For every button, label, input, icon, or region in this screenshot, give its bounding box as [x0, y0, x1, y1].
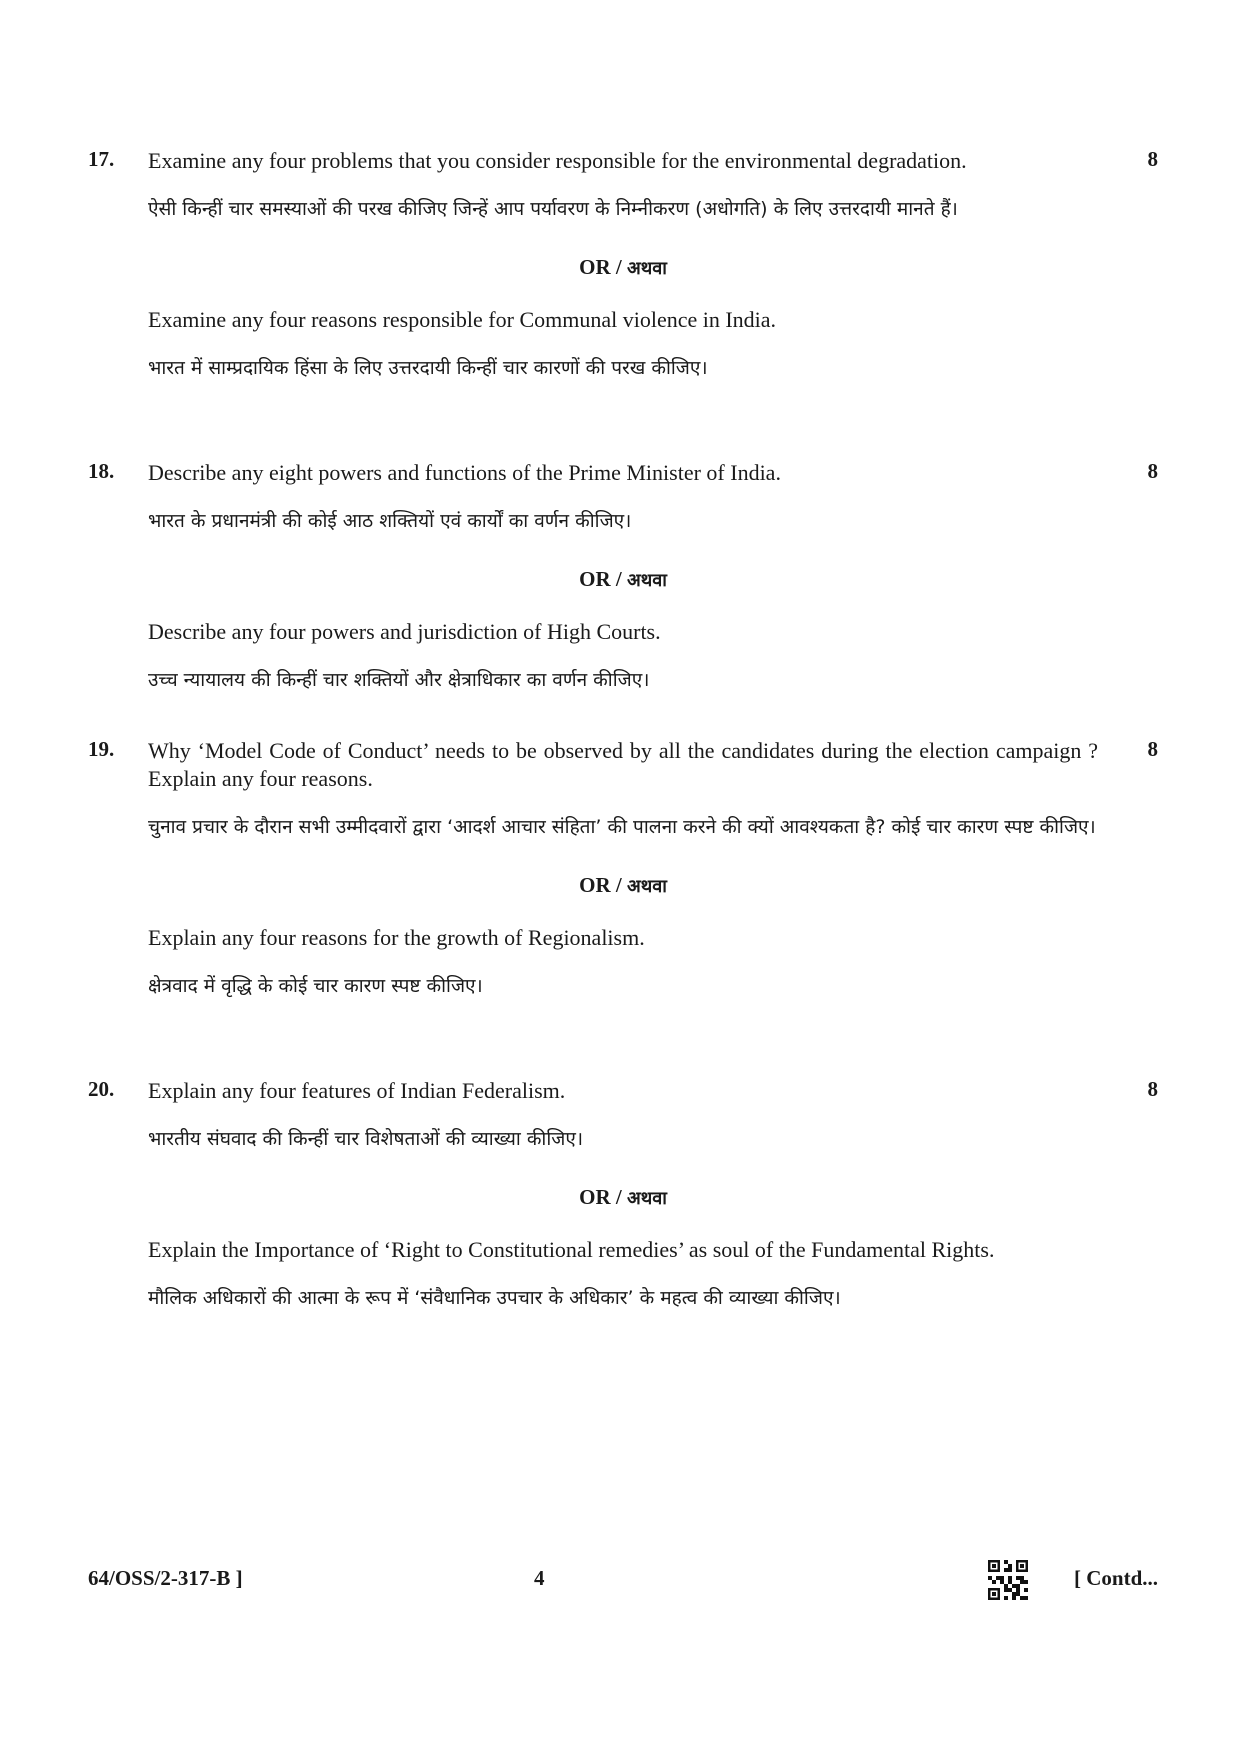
- continued-label: [ Contd...: [1073, 1566, 1158, 1590]
- question-marks: 8: [1147, 1077, 1158, 1101]
- or-separator: [148, 873, 1098, 898]
- question-17: [88, 147, 1168, 384]
- or-label: OR /: [579, 1185, 627, 1209]
- or-label-hi: अथवा: [626, 258, 667, 279]
- or-separator: [148, 1185, 1098, 1210]
- question-text-hi: भारत के प्रधानमंत्री की कोई आठ शक्तियों एवं कार्यों का वर्णन कीजिए।: [148, 510, 632, 532]
- question-text-en: Explain any four features of Indian Federalism.: [148, 1078, 566, 1103]
- or-separator: [148, 255, 1098, 280]
- page-number: 4: [534, 1566, 545, 1590]
- or-label: OR /: [579, 873, 627, 897]
- question-marks: 8: [1147, 737, 1158, 761]
- alt-question-text-hi: भारत में साम्प्रदायिक हिंसा के लिए उत्तरदायी किन्हीं चार कारणों की परख कीजिए।: [148, 357, 708, 379]
- alt-question-text-en: Explain the Importance of ‘Right to Constitutional remedies’ as soul of the Fundamental Rights.: [148, 1237, 995, 1262]
- qr-code-icon: [988, 1560, 1028, 1600]
- or-label: OR /: [579, 255, 627, 279]
- question-text-en: Examine any four problems that you consider responsible for the environmental degradation.: [148, 148, 967, 173]
- page-footer: [88, 1560, 1168, 1600]
- question-text-hi: चुनाव प्रचार के दौरान सभी उम्मीदवारों द्वारा ‘आदर्श आचार संहिता’ की पालना करने की क्यों आवश्यकता है? कोई चार कारण स्पष्ट कीजिए।: [148, 816, 1096, 838]
- or-label-hi: अथवा: [626, 876, 667, 897]
- or-separator: [148, 567, 1098, 592]
- alt-question-text-en: Explain any four reasons for the growth of Regionalism.: [148, 925, 645, 950]
- alt-question-text-hi: क्षेत्रवाद में वृद्धि के कोई चार कारण स्पष्ट कीजिए।: [148, 975, 483, 997]
- question-number: 17.: [88, 147, 115, 171]
- alt-question-text-hi: मौलिक अधिकारों की आत्मा के रूप में ‘संवैधानिक उपचार के अधिकार’ के महत्व की व्याख्या कीजिए।: [148, 1287, 841, 1309]
- or-label: OR /: [579, 567, 627, 591]
- question-number: 20.: [88, 1077, 115, 1101]
- question-text-en: Why ‘Model Code of Conduct’ needs to be observed by all the candidates during the election campaign ? Explain any four reasons.: [148, 738, 1098, 791]
- alt-question-text-en: Describe any four powers and jurisdiction of High Courts.: [148, 619, 661, 644]
- question-number: 18.: [88, 459, 115, 483]
- question-text-hi: ऐसी किन्हीं चार समस्याओं की परख कीजिए जिन्हें आप पर्यावरण के निम्नीकरण (अधोगति) के लिए उत्तरदायी मानते हैं।: [148, 198, 958, 220]
- alt-question-text-hi: उच्च न्यायालय की किन्हीं चार शक्तियों और क्षेत्राधिकार का वर्णन कीजिए।: [148, 669, 650, 691]
- or-label-hi: अथवा: [626, 1188, 667, 1209]
- or-label-hi: अथवा: [626, 570, 667, 591]
- question-marks: 8: [1147, 147, 1158, 171]
- question-marks: 8: [1147, 459, 1158, 483]
- question-20: [88, 1077, 1168, 1314]
- alt-question-text-en: Examine any four reasons responsible for Communal violence in India.: [148, 307, 777, 332]
- paper-code: 64/OSS/2-317-B ]: [88, 1566, 243, 1590]
- question-text-en: Describe any eight powers and functions of the Prime Minister of India.: [148, 460, 781, 485]
- question-18: [88, 459, 1168, 696]
- question-text-hi: भारतीय संघवाद की किन्हीं चार विशेषताओं की व्याख्या कीजिए।: [148, 1128, 584, 1150]
- question-number: 19.: [88, 737, 115, 761]
- question-19: [88, 737, 1168, 1002]
